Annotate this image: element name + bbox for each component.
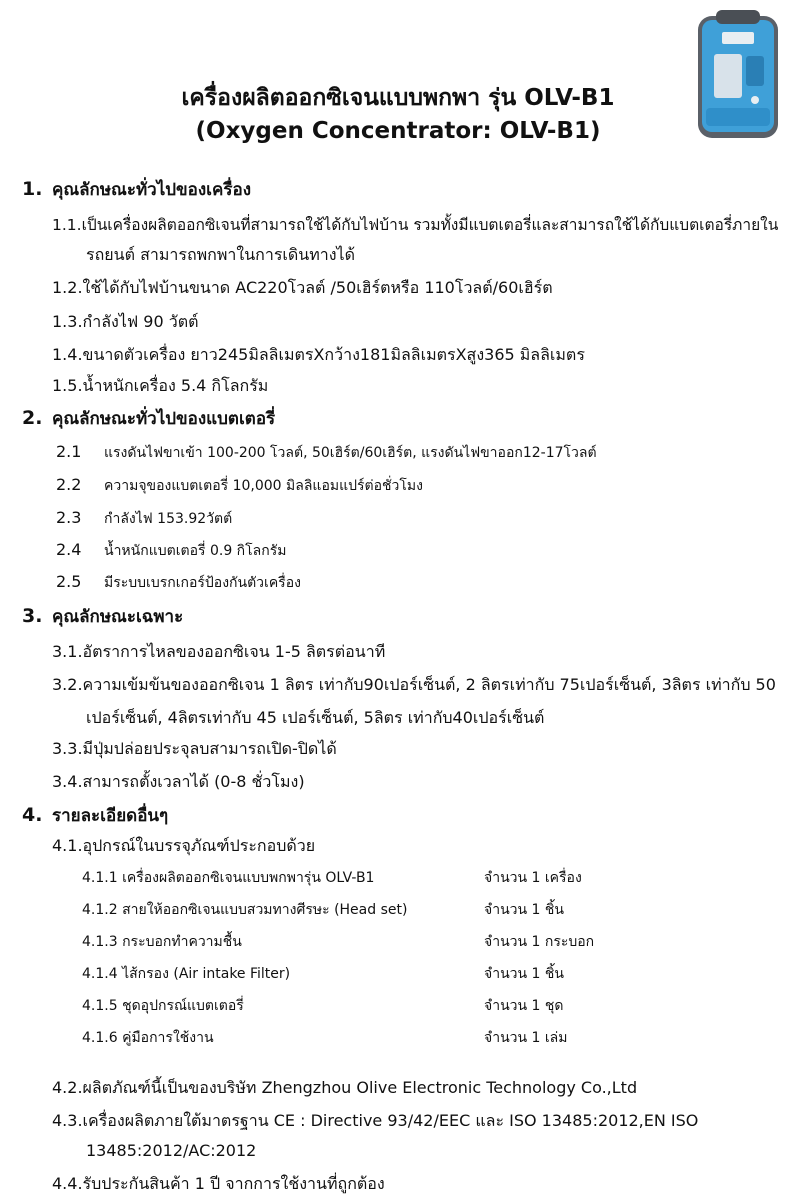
- section-number: 4.: [22, 804, 43, 826]
- item-name: ไส้กรอง (Air intake Filter): [122, 966, 291, 982]
- package-item-qty: จำนวน 1 ชิ้น: [484, 902, 564, 918]
- package-item-qty: จำนวน 1 ชิ้น: [484, 966, 564, 982]
- section-number: 3.: [22, 605, 43, 627]
- item-text: ความจุของแบตเตอรี่ 10,000 มิลลิแอมแปร์ต่อชั่วโมง: [104, 478, 423, 494]
- section-title: คุณลักษณะทั่วไปของเครื่อง: [52, 180, 252, 200]
- feature-line: 3.3.มีปุ่มปล่อยประจุลบสามารถเปิด-ปิดได้: [52, 739, 337, 758]
- battery-spec-line: [56, 572, 301, 594]
- item-name: กระบอกทำความชื้น: [122, 934, 242, 950]
- section-1-heading: [22, 176, 251, 203]
- battery-spec-line: [56, 508, 232, 530]
- package-contents-label: 4.1.อุปกรณ์ในบรรจุภัณฑ์ประกอบด้วย: [52, 836, 316, 855]
- item-text: กำลังไฟ 153.92วัตต์: [104, 511, 233, 527]
- battery-spec-line: [56, 540, 286, 562]
- document-title-thai: เครื่องผลิตออกซิเจนแบบพกพา รุ่น OLV-B1: [181, 85, 615, 111]
- package-item: [82, 995, 244, 1017]
- package-item: [82, 963, 290, 985]
- item-number: 4.1.6: [82, 1030, 118, 1046]
- spec-line: รถยนต์ สามารถพกพาในการเดินทางได้: [86, 245, 355, 264]
- package-item-qty: จำนวน 1 กระบอก: [484, 934, 595, 950]
- item-number: 4.1.5: [82, 998, 118, 1014]
- spec-line: 1.2.ใช้ได้กับไฟบ้านขนาด AC220โวลต์ /50เฮิร์ตหรือ 110โวลต์/60เฮิร์ต: [52, 278, 553, 297]
- section-title: รายละเอียดอื่นๆ: [52, 806, 169, 826]
- feature-line: 3.4.สามารถตั้งเวลาได้ (0-8 ชั่วโมง): [52, 772, 305, 791]
- feature-line: 3.1.อัตราการไหลของออกซิเจน 1-5 ลิตรต่อนาที: [52, 642, 386, 661]
- item-number: 4.1.1: [82, 870, 118, 886]
- manufacturer-line: 4.2.ผลิตภัณฑ์นี้เป็นของบริษัท Zhengzhou Olive Electronic Technology Co.,Ltd: [52, 1078, 638, 1097]
- feature-line: เปอร์เซ็นต์, 4ลิตรเท่ากับ 45 เปอร์เซ็นต์, 5ลิตร เท่ากับ40เปอร์เซ็นต์: [86, 708, 545, 727]
- package-item: [82, 899, 407, 921]
- document-title-english: (Oxygen Concentrator: OLV-B1): [195, 118, 601, 144]
- item-number: 2.3: [56, 508, 82, 527]
- package-item: [82, 1027, 214, 1049]
- spec-line: 1.1.เป็นเครื่องผลิตออกซิเจนที่สามารถใช้ได้กับไฟบ้าน รวมทั้งมีแบตเตอรี่และสามารถใช้ได้กับแบตเตอรี่ภายใน: [52, 216, 779, 234]
- item-text: แรงดันไฟขาเข้า 100-200 โวลต์, 50เฮิร์ต/60เฮิร์ต, แรงดันไฟขาออก12-17โวลต์: [104, 445, 597, 461]
- spec-line: 1.3.กำลังไฟ 90 วัตต์: [52, 312, 199, 331]
- spec-line: 1.4.ขนาดตัวเครื่อง ยาว245มิลลิเมตรXกว้าง181มิลลิเมตรXสูง365 มิลลิเมตร: [52, 345, 585, 364]
- spec-line: 1.5.น้ำหนักเครื่อง 5.4 กิโลกรัม: [52, 376, 269, 395]
- section-number: 1.: [22, 178, 43, 200]
- package-item-qty: จำนวน 1 ชุด: [484, 998, 564, 1014]
- section-4-heading: [22, 802, 168, 829]
- item-number: 2.1: [56, 442, 82, 461]
- item-number: 2.2: [56, 475, 82, 494]
- section-title: คุณลักษณะทั่วไปของแบตเตอรี่: [52, 409, 276, 429]
- item-name: ชุดอุปกรณ์แบตเตอรี่: [122, 998, 244, 1014]
- standard-line: 13485:2012/AC:2012: [86, 1141, 257, 1160]
- item-name: คู่มือการใช้งาน: [122, 1030, 214, 1046]
- standard-line: 4.3.เครื่องผลิตภายใต้มาตรฐาน CE : Directive 93/42/EEC และ ISO 13485:2012,EN ISO: [52, 1111, 699, 1130]
- item-number: 2.4: [56, 540, 82, 559]
- section-3-heading: [22, 603, 183, 630]
- item-text: น้ำหนักแบตเตอรี่ 0.9 กิโลกรัม: [104, 543, 287, 559]
- battery-spec-line: [56, 475, 423, 497]
- section-2-heading: [22, 405, 275, 432]
- item-number: 2.5: [56, 572, 82, 591]
- section-number: 2.: [22, 407, 43, 429]
- package-item: [82, 931, 242, 953]
- item-number: 4.1.2: [82, 902, 118, 918]
- item-number: 4.1.4: [82, 966, 118, 982]
- item-number: 4.1.3: [82, 934, 118, 950]
- package-item-qty: จำนวน 1 เครื่อง: [484, 870, 582, 886]
- item-text: มีระบบเบรกเกอร์ป้องกันตัวเครื่อง: [104, 575, 301, 591]
- warranty-line: 4.4.รับประกันสินค้า 1 ปี จากการใช้งานที่ถูกต้อง: [52, 1174, 385, 1193]
- item-name: สายให้ออกซิเจนแบบสวมทางศีรษะ (Head set): [122, 902, 408, 918]
- battery-spec-line: [56, 442, 597, 464]
- package-item-qty: จำนวน 1 เล่ม: [484, 1030, 568, 1046]
- section-title: คุณลักษณะเฉพาะ: [52, 607, 184, 627]
- item-name: เครื่องผลิตออกซิเจนแบบพกพารุ่น OLV-B1: [122, 870, 375, 886]
- package-item: [82, 867, 374, 889]
- feature-line: 3.2.ความเข้มข้นของออกซิเจน 1 ลิตร เท่ากับ90เปอร์เซ็นต์, 2 ลิตรเท่ากับ 75เปอร์เซ็นต์, 3ลิตร เท่ากับ 50: [52, 675, 776, 694]
